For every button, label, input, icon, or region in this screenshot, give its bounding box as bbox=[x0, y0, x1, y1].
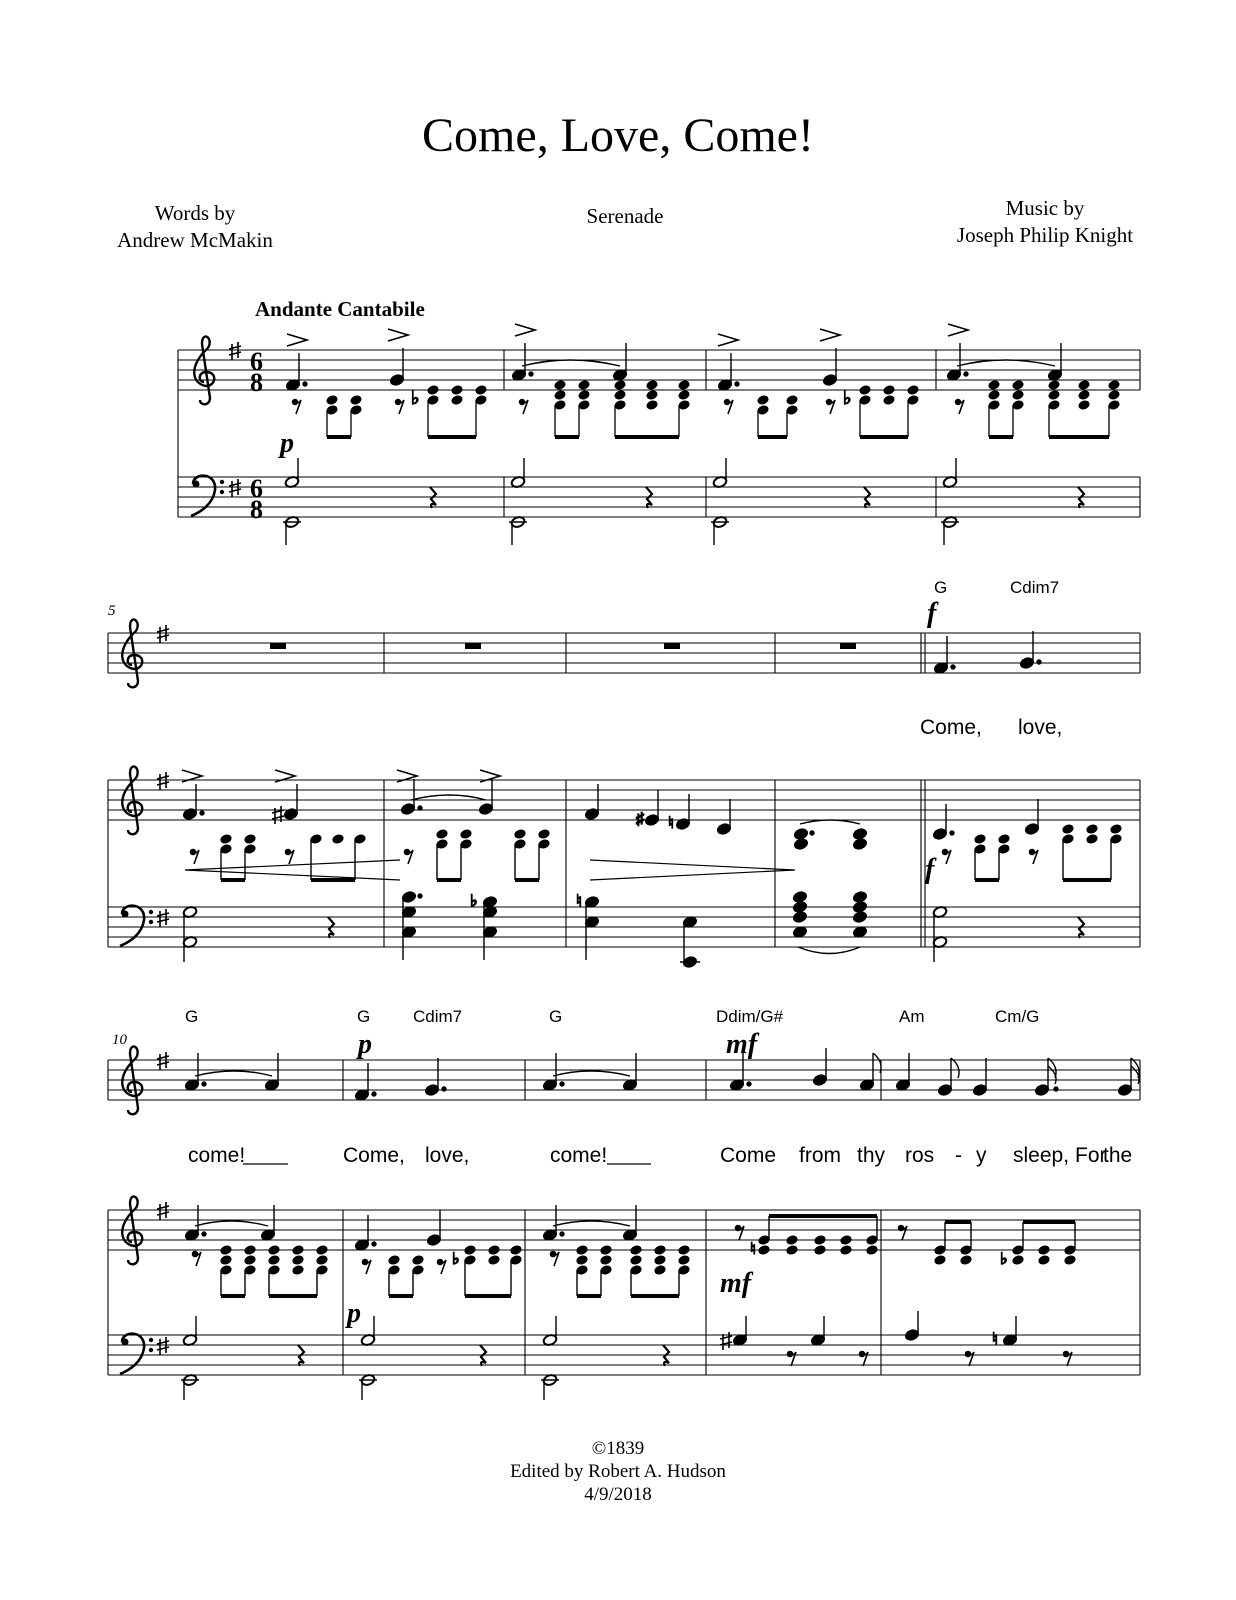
svg-text:♭: ♭ bbox=[411, 388, 420, 408]
svg-text:♯: ♯ bbox=[636, 811, 644, 828]
lyricist-name: Andrew McMakin bbox=[117, 228, 273, 252]
editor-credit: Edited by Robert A. Hudson bbox=[510, 1461, 726, 1482]
svg-text:♭: ♭ bbox=[1000, 1251, 1008, 1268]
lyric-syllable: Come, bbox=[343, 1144, 405, 1167]
svg-text:8: 8 bbox=[250, 368, 263, 397]
dynamic-marking: f bbox=[927, 598, 937, 629]
lyrics-line bbox=[188, 1144, 1132, 1167]
svg-text:♮: ♮ bbox=[576, 893, 582, 910]
edit-date: 4/9/2018 bbox=[584, 1484, 652, 1505]
lyric-syllable: ros bbox=[905, 1144, 935, 1167]
page-title: Come, Love, Come! bbox=[422, 109, 814, 162]
lyric-syllable: y bbox=[976, 1144, 987, 1167]
music-by-label: Music by bbox=[1005, 196, 1085, 220]
system-2 bbox=[108, 578, 1140, 969]
key-signature-sharp-icon bbox=[229, 479, 241, 497]
composer-name: Joseph Philip Knight bbox=[956, 223, 1134, 247]
lyric-syllable: - bbox=[955, 1144, 962, 1167]
svg-text:♭: ♭ bbox=[452, 1251, 460, 1268]
svg-text:♭: ♭ bbox=[470, 893, 478, 910]
lyric-syllable: thy bbox=[857, 1144, 886, 1167]
chord-symbol: G bbox=[357, 1007, 371, 1026]
time-signature bbox=[250, 347, 263, 524]
svg-text:6: 6 bbox=[250, 474, 263, 503]
chord-symbol: G bbox=[185, 1007, 199, 1026]
chord-symbol: Cm/G bbox=[995, 1007, 1040, 1026]
svg-text:♭: ♭ bbox=[843, 388, 852, 408]
dynamic-marking: f bbox=[925, 854, 935, 885]
chord-symbol: Cdim7 bbox=[413, 1007, 463, 1026]
bass-clef-icon bbox=[191, 476, 224, 516]
subtitle: Serenade bbox=[586, 204, 664, 228]
lyric-syllable: love, bbox=[425, 1144, 470, 1167]
lyric-syllable: love, bbox=[1018, 716, 1063, 739]
svg-text:♮: ♮ bbox=[992, 1331, 998, 1348]
lyric-syllable: the bbox=[1103, 1144, 1133, 1167]
chord-symbol: Cdim7 bbox=[1010, 578, 1060, 597]
svg-text:8: 8 bbox=[250, 495, 263, 524]
page-footer bbox=[0, 1437, 1236, 1506]
measure-number: 10 bbox=[112, 1032, 127, 1048]
dynamic-marking: p bbox=[280, 428, 294, 459]
dynamic-marking: p bbox=[347, 1298, 361, 1329]
system-3 bbox=[108, 1007, 1140, 1400]
lyric-syllable: Come, bbox=[920, 716, 982, 739]
system-1 bbox=[178, 324, 1140, 545]
lyric-syllable: from bbox=[799, 1144, 841, 1167]
chord-symbol: G bbox=[549, 1007, 563, 1026]
svg-text:♮: ♮ bbox=[668, 815, 674, 832]
lyric-syllable: For bbox=[1075, 1144, 1107, 1167]
lyric-syllable: come! bbox=[188, 1144, 246, 1167]
words-by-label: Words by bbox=[154, 201, 236, 225]
dynamic-marking: mf bbox=[726, 1029, 758, 1060]
lyric-syllable: sleep, bbox=[1013, 1144, 1070, 1167]
dynamic-marking: mf bbox=[720, 1268, 752, 1299]
lyric-syllable: Come bbox=[720, 1144, 777, 1167]
tempo-marking: Andante Cantabile bbox=[255, 297, 425, 321]
svg-text:♮: ♮ bbox=[750, 1241, 756, 1258]
chord-symbol: Ddim/G# bbox=[716, 1007, 784, 1026]
measure-number: 5 bbox=[108, 603, 116, 619]
copyright: ©1839 bbox=[591, 1438, 645, 1459]
chord-symbol: Am bbox=[899, 1007, 925, 1026]
key-signature-sharp-icon bbox=[229, 342, 241, 360]
chord-symbol: G bbox=[934, 578, 948, 597]
svg-text:6: 6 bbox=[250, 347, 263, 376]
dynamic-marking: p bbox=[358, 1029, 372, 1060]
lyric-syllable: come! bbox=[550, 1144, 608, 1167]
